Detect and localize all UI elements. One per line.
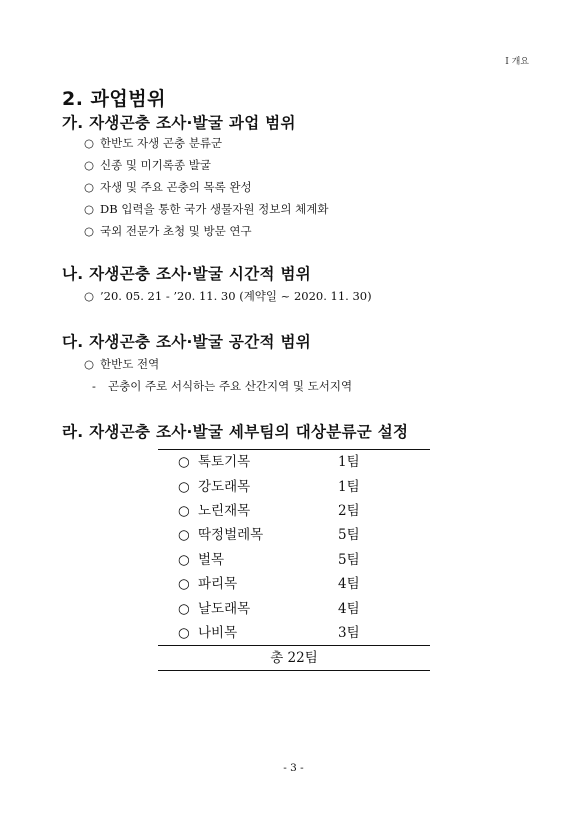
list-item (84, 220, 328, 242)
list-item-text: 한반도 자생 곤충 분류군 (100, 136, 223, 150)
taxon-name: 노린재목 (198, 502, 251, 519)
table-row (158, 548, 430, 572)
team-count: 5팀 (338, 551, 360, 568)
list-item-text: 신종 및 미기록종 발굴 (100, 158, 211, 172)
team-count: 4팀 (338, 600, 360, 617)
subsection-title-time: 나. 자생곤충 조사·발굴 시간적 범위 (62, 265, 311, 283)
taxon-name: 벌목 (198, 551, 225, 568)
team-count: 1팀 (338, 450, 430, 475)
list-item-text: DB 입력을 통한 국가 생물자원 정보의 체계화 (100, 202, 329, 216)
circle-bullet-icon: ○ (178, 527, 190, 544)
table-row (158, 474, 430, 498)
list-item (84, 154, 328, 176)
list-item-text: 자생 및 주요 곤충의 목록 완성 (100, 180, 252, 194)
taxon-name: 강도래목 (198, 478, 251, 495)
list-item-text: 국외 전문가 초청 및 방문 연구 (100, 224, 252, 238)
team-count: 5팀 (338, 527, 360, 544)
list-item (84, 176, 328, 198)
team-count: 1팀 (338, 478, 360, 495)
circle-bullet-icon: ○ (84, 136, 95, 150)
list-item (84, 285, 372, 307)
table-row (158, 621, 430, 646)
team-count: 3팀 (338, 624, 360, 641)
subsection-title-space: 다. 자생곤충 조사·발굴 공간적 범위 (62, 333, 311, 351)
scope-bullet-list (84, 132, 328, 242)
list-item (84, 132, 328, 154)
list-item (92, 375, 352, 397)
list-item-text: 곤충이 주로 서식하는 주요 산간지역 및 도서지역 (108, 379, 353, 393)
circle-bullet-icon: ○ (178, 624, 190, 641)
circle-bullet-icon: ○ (178, 502, 190, 519)
table-total-row (158, 646, 430, 671)
total-team-count: 총 22팀 (158, 646, 430, 671)
circle-bullet-icon: ○ (178, 600, 190, 617)
list-item (84, 353, 159, 375)
table-row (158, 523, 430, 547)
taxon-name: 파리목 (198, 576, 238, 593)
taxon-name: 날도래목 (198, 600, 251, 617)
team-count: 4팀 (338, 576, 360, 593)
circle-bullet-icon: ○ (84, 158, 95, 172)
circle-bullet-icon: ○ (84, 180, 95, 194)
circle-bullet-icon: ○ (84, 357, 95, 371)
circle-bullet-icon: ○ (178, 551, 190, 568)
team-allocation-table (158, 449, 430, 671)
table-row (158, 499, 430, 523)
time-bullet-list (84, 285, 372, 307)
page-number: - 3 - (283, 762, 304, 774)
circle-bullet-icon: ○ (178, 478, 190, 495)
circle-bullet-icon: ○ (84, 202, 95, 216)
circle-bullet-icon: ○ (84, 224, 95, 238)
taxon-name: 딱정벌레목 (198, 527, 264, 544)
team-count: 2팀 (338, 502, 360, 519)
table-row (158, 572, 430, 596)
list-item (84, 198, 328, 220)
subsection-title-teams: 라. 자생곤충 조사·발굴 세부팀의 대상분류군 설정 (62, 423, 409, 441)
subsection-title-scope: 가. 자생곤충 조사·발굴 과업 범위 (62, 114, 296, 132)
list-item-text: 한반도 전역 (100, 357, 160, 371)
circle-bullet-icon: ○ (178, 454, 190, 471)
circle-bullet-icon: ○ (84, 289, 95, 303)
section-title: 2. 과업범위 (62, 88, 166, 110)
taxon-name: 나비목 (198, 624, 238, 641)
table-row (158, 450, 430, 475)
table-row (158, 596, 430, 620)
space-sub-list (92, 375, 352, 397)
taxon-name: 톡토기목 (198, 454, 251, 471)
space-bullet-list (84, 353, 159, 375)
chapter-header-tag: Ⅰ 개요 (505, 57, 529, 67)
dash-bullet-icon: - (92, 379, 96, 393)
circle-bullet-icon: ○ (178, 576, 190, 593)
list-item-text: ’20. 05. 21 - ’20. 11. 30 (계약일 ~ 2020. 11. 30) (100, 289, 372, 303)
